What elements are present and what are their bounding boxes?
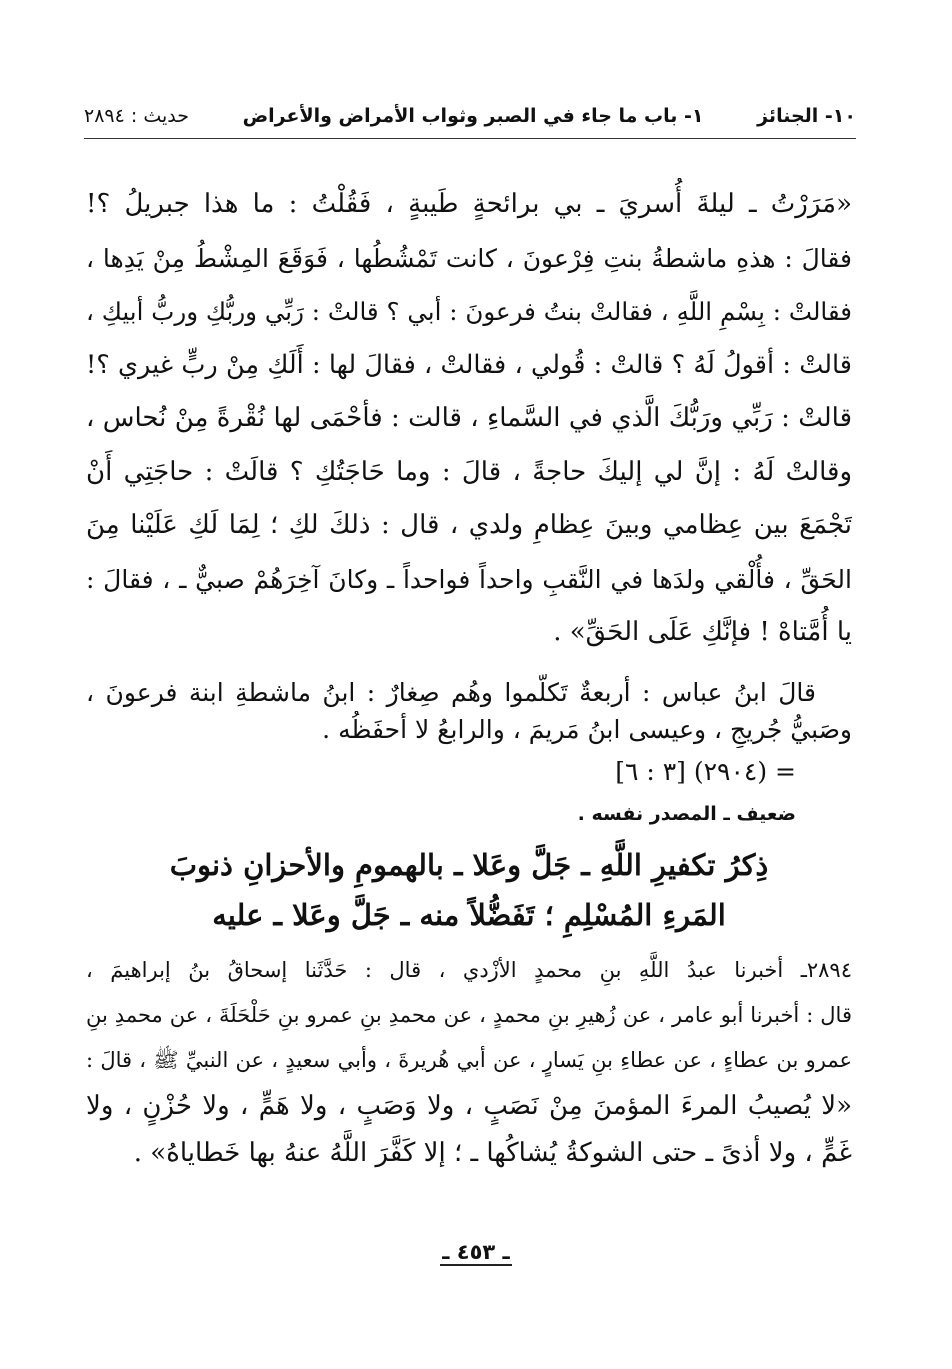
hadith-grading: ضعيف ـ المصدر نفسه .: [577, 802, 796, 825]
hadith-2893-text: [86, 178, 852, 660]
heading-line: ذِكرُ تكفيرِ اللَّهِ ـ جَلَّ وعَلا ـ بالهمومِ والأحزانِ ذنوبَ: [169, 847, 769, 882]
hadith-2894-matn: [86, 1083, 852, 1177]
text-line: تَجْمَعَ بين عِظامي وبينَ عِظامِ ولدي ، قال : ذلكَ لكِ ؛ لِمَا لَكِ عَلَيْنا مِنَ: [86, 510, 852, 540]
text-line: قالتْ : رَبِّي ورَبُّكَ الَّذي في السَّماءِ ، قالت : فأحْمَى لها نُقْرةً مِنْ نُحاس ،: [86, 403, 852, 433]
section-title: ١- باب ما جاء في الصبر وثواب الأمراض والأعراض: [242, 105, 704, 127]
isnad-line: قال : أخبرنا أبو عامر ، عن زُهيرِ بنِ محمدٍ ، عن محمدِ بنِ عمرو بنِ حَلْحَلَةَ ، عن محمدِ بنِ: [86, 1002, 852, 1027]
page-body: [86, 178, 852, 1177]
chapter-name: ١٠- الجنائز: [757, 105, 856, 127]
matn-line: غَمٍّ ، ولا أذىً ـ حتى الشوكةُ يُشاكُها ـ ؛ إلا كَفَّرَ اللَّهُ عنهُ بها خَطاياهُ» .: [133, 1137, 852, 1168]
text-line: الحَقِّ ، فأُلْقي ولدَها في النَّقبِ واحداً فواحداً ـ وكانَ آخِرَهُمْ صبيٌّ ـ ، فقالَ :: [86, 564, 852, 594]
text-line: «مَرَرْتُ ـ ليلةَ أُسريَ ـ بي برائحةٍ طَيبةٍ ، فَقُلْتُ : ما هذا جبريلُ ؟!: [86, 189, 852, 219]
text-line: وصَبيُّ جُريجٍ ، وعيسى ابنُ مَريمَ ، والرابعُ لا أحفَظُه .: [322, 714, 852, 744]
isnad-line: عمرو بن عطاءٍ ، عن عطاءِ بنِ يَسارٍ ، عن أبي هُريرةَ ، وأبي سعيدٍ ، عن النبيِّ ﷺ ، قالَ :: [86, 1047, 852, 1072]
isnad-line: ٢٨٩٤ـ أخبرنا عبدُ اللَّهِ بنِ محمدٍ الأزْدي ، قال : حَدَّثَنا إسحاقُ بنُ إبراهيمَ ،: [86, 957, 852, 982]
hadith-reference: حديث : ٢٨٩٤: [84, 105, 189, 127]
ibn-abbas-comment: [86, 674, 852, 748]
text-line: فقالتْ : بِسْمِ اللَّهِ ، فقالتْ بنتُ فرعونَ : أبي ؟ قالتْ : رَبِّي وربُّكِ وربُّ أبيكِ ،: [86, 297, 852, 326]
matn-line: «لا يُصيبُ المرءَ المؤمنَ مِنْ نَصَبٍ ، ولا وَصَبٍ ، ولا هَمٍّ ، ولا حُزْنٍ ، ولا: [86, 1090, 852, 1121]
text-line: قالَ ابنُ عباس : أربعةٌ تَكلَّموا وهُم صِغارٌ : ابنُ ماشطةِ ابنة فرعونَ ،: [86, 677, 816, 707]
running-header: [84, 96, 856, 136]
text-line: يا أُمَّتاهْ ! فإنَّكِ عَلَى الحَقِّ» .: [553, 617, 852, 647]
page-number: ـ ٤٥٣ ـ: [442, 1240, 510, 1264]
hadith-2894-isnad: [86, 948, 852, 1083]
text-line: قالتْ : أقولُ لَهُ ؟ قالتْ : قُولي ، فقالتْ ، فقالَ لها : أَلَكِ مِنْ ربٍّ غيري ؟!: [86, 349, 852, 380]
text-line: وقالتْ لَهُ : إنَّ لي إليكَ حاجةً ، قالَ : وما حَاجَتُكِ ؟ قالَتْ : حاجَتِي أَنْ: [86, 456, 852, 487]
text-line: فقالَ : هذهِ ماشطةُ بنتِ فِرْعونَ ، كانت تَمْشُطُها ، فَوَقَعَ المِشْطُ مِنْ يَدِها ،: [86, 243, 852, 273]
header-divider: [84, 138, 856, 139]
page-footer: [0, 1240, 952, 1264]
heading-line: المَرءِ المُسْلِمِ ؛ تَفَضُّلاً منه ـ جَلَّ وعَلا ـ عليه: [212, 897, 726, 932]
cross-reference: = (٢٩٠٤) [٣ : ٦]: [615, 756, 796, 786]
chapter-heading: [86, 840, 852, 940]
